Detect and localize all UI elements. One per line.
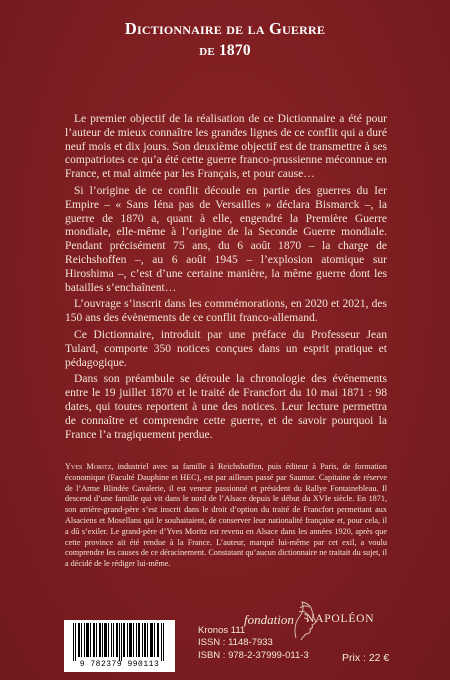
author-bio [65, 462, 387, 570]
isbn-label: ISBN : 978-2-37999-011-3 [198, 649, 309, 661]
blurb-paragraph: Si l’origine de ce conflit découle en partie des guerres du Ier Empire – « Sans Iéna pas de Versailles » déclara Bismarck –, la guerre de 1870 a, quant à elle, engendré la Première Guerre mondiale, elle-même à l’origine de la Seconde Guerre mondiale. Pendant précisément 75 ans, du 6 août 1870 – la charge de Reichshoffen –, au 6 août 1945 – l’explosion atomique sur Hiroshima –, c’est d’une certaine manière, la même guerre dont les batailles s’enchaînent… [65, 184, 387, 294]
blurb-paragraph: L’ouvrage s’inscrit dans les commémorations, en 2020 et 2021, des 150 ans des évènements de ce conflit franco-allemand. [65, 298, 387, 325]
logo-napoleon-text: NAPOLÉON [306, 613, 375, 625]
author-bio-body: , industriel avec sa famille à Reichshoffen, puis éditeur à Paris, de formation économique (Faculté Dauphine et HEC), est par ailleurs passé par Saumur. Capitaine de réserve de l’Arme Blindée Cavalerie, il est veneur passionné et président du Rallye Fontainebleau. Il descend d’une famille qui vit dans le nord de l’Alsace depuis le début du XVIe siècle. En 1871, son arrière-grand-père s’est inscrit dans le droit d’option du traité de Francfort permettant aux Alsaciens et Mosellans qui le souhaitaient, de conserver leur nationalité française et, pour cela, il a dû s’exiler. Le grand-père d’Yves Moritz est revenu en Alsace dans les années 1920, après que cette province ait été rendue à la France. L’auteur, marqué lui-même par cet exil, a voulu comprendre les causes de ce déracinement. Constatant qu’aucun dictionnaire ne traitait du sujet, il a décidé de le rédiger lui-même. [65, 462, 387, 569]
logo-fondation-text: fondation [244, 612, 294, 627]
book-title [0, 18, 450, 62]
isbn-barcode [64, 620, 175, 672]
author-bio-text [65, 462, 387, 570]
barcode-number: 9 782379 990113 [79, 660, 160, 669]
author-name: Yves Moritz [65, 462, 112, 471]
blurb [65, 113, 387, 445]
blurb-paragraph: Dans son préambule se déroule la chronologie des événements entre le 19 juillet 1870 et le traité de Francfort du 10 mai 1871 : 98 dates, qui toutes reportent à une des notices. Leur lecture permettra de connaître et comprendre cette guerre, et de savoir pourquoi la France l’a tragiquement perdue. [65, 373, 387, 441]
issn-label: ISSN : 1148-7933 [198, 637, 273, 649]
blurb-paragraph: Le premier objectif de la réalisation de ce Dictionnaire a été pour l’auteur de mieux connaître les grandes lignes de ce conflit qui a duré neuf mois et dix jours. Son deuxième objectif est de transmettre à ses compatriotes ce qu’a été cette guerre franco-prussienne méconnue en France, et mal aimée par les Français, et pour cause… [65, 113, 387, 181]
collection-label: Kronos 111 [198, 625, 246, 636]
blurb-paragraph: Ce Dictionnaire, introduit par une préface du Professeur Jean Tulard, comporte 350 notices conçues dans un esprit pratique et pédagogique. [65, 328, 387, 369]
book-title-line1: Dictionnaire de la Guerre [124, 19, 326, 38]
book-title-line2: de 1870 [199, 42, 251, 59]
book-metadata [198, 625, 309, 662]
price-label: Prix : 22 € [342, 652, 390, 664]
barcode-bars [73, 623, 166, 661]
